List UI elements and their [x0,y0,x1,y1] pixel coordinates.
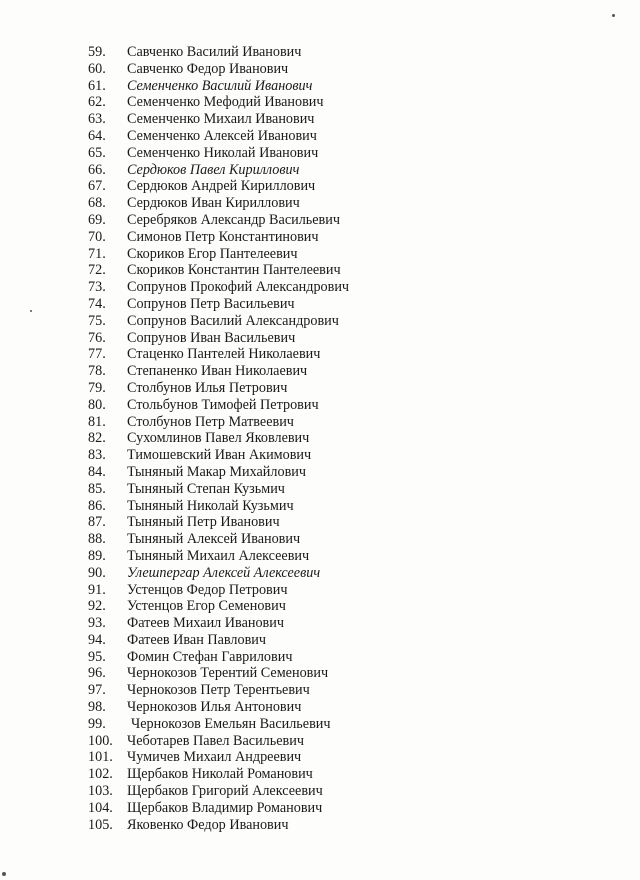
list-item-name: Тыняный Николай Кузьмич [127,497,294,514]
list-item-name: Щербаков Владимир Романович [127,799,323,816]
list-item-number: 95. [88,648,106,665]
list-item-number: 88. [88,531,106,548]
list-item-name: Савченко Василий Иванович [127,44,302,60]
list-item-name: Семенченко Мефодий Иванович [127,94,324,111]
list-item-name: Чернокозов Илья Антонович [127,699,302,716]
list-item-number: 62. [88,94,106,111]
list-item-name: Сопрунов Василий Александрович [127,312,339,329]
list-item-name: Столбунов Петр Матвеевич [127,413,294,430]
list-item-name: Стольбунов Тимофей Петрович [127,396,319,413]
list-item-number: 80. [88,396,106,413]
list-item-number: 71. [88,245,106,262]
list-item-name: Тыняный Алексей Иванович [127,531,301,548]
list-item-number: 70. [88,228,106,245]
list-item-name: Семенченко Михаил Иванович [127,111,315,128]
list-item-name: Тыняный Петр Иванович [127,514,280,531]
list-item-name: Симонов Петр Константинович [127,228,319,245]
list-item-number: 74. [88,295,106,312]
list-item-name: Щербаков Григорий Алексеевич [127,783,323,800]
list-item-name: Улешпергар Алексей Алексеевич [127,564,321,581]
list-item-number: 94. [88,631,106,648]
list-item-name: Скориков Константин Пантелеевич [127,262,341,279]
list-item-number: 96. [88,665,106,682]
list-item-name: Сухомлинов Павел Яковлевич [127,430,310,447]
list-item-name: Чумичев Михаил Андреевич [127,749,302,766]
list-item-name: Фомин Стефан Гаврилович [127,648,293,665]
list-item-number: 89. [88,547,106,564]
scan-speck [30,310,32,312]
list-item-number: 84. [88,463,106,480]
list-item-number: 69. [88,211,106,228]
list-item-name: Чеботарев Павел Васильевич [127,732,304,749]
list-item-number: 59. [88,44,106,60]
list-item-name: Сердюков Иван Кириллович [127,195,300,212]
list-item-name: Устенцов Федор Петрович [127,581,288,598]
scan-speck [612,14,615,17]
list-item-name: Щербаков Николай Романович [127,766,313,783]
list-item-number: 77. [88,346,106,363]
list-item-number: 83. [88,447,106,464]
list-item-name: Устенцов Егор Семенович [127,598,286,615]
list-item-name: Серебряков Александр Васильевич [127,211,340,228]
list-item-number: 99. [88,715,106,732]
list-item-number: 100. [88,732,113,749]
list-item-name: Фатеев Михаил Иванович [127,615,284,632]
list-item-name: Тыняный Михаил Алексеевич [127,547,310,564]
list-item-name: Семенченко Василий Иванович [127,77,313,94]
list-item-name: Столбунов Илья Петрович [127,379,288,396]
list-item-name: Степаненко Иван Николаевич [127,363,308,380]
list-item-number: 93. [88,615,106,632]
list-item-number: 92. [88,598,106,615]
list-item-number: 75. [88,312,106,329]
list-item-number: 98. [88,699,106,716]
list-item-number: 101. [88,749,113,766]
list-item-name: Сопрунов Петр Васильевич [127,295,295,312]
list-item-number: 76. [88,329,106,346]
list-item-name: Семенченко Алексей Иванович [127,127,317,144]
list-item-number: 85. [88,480,106,497]
list-item-number: 67. [88,178,106,195]
list-item-name: Фатеев Иван Павлович [127,631,267,648]
list-item-number: 65. [88,144,106,161]
list-item-number: 73. [88,279,106,296]
list-item-name: Скориков Егор Пантелеевич [127,245,298,262]
list-item-name: Чернокозов Петр Терентьевич [127,682,310,699]
scan-speck [2,872,6,876]
list-item-name: Сердюков Павел Кириллович [127,161,300,178]
list-item-number: 103. [88,783,113,800]
list-item-number: 72. [88,262,106,279]
list-item-number: 90. [88,564,106,581]
list-item-name: Тыняный Степан Кузьмич [127,480,285,497]
list-item-number: 78. [88,363,106,380]
list-item-name: Сердюков Андрей Кириллович [127,178,316,195]
list-item-number: 61. [88,77,106,94]
list-item-name: Стаценко Пантелей Николаевич [127,346,321,363]
list-item-name: Сопрунов Прокофий Александрович [127,279,350,296]
list-item-number: 60. [88,60,106,77]
list-item-number: 68. [88,195,106,212]
list-item-name: Чернокозов Емельян Васильевич [131,715,331,732]
list-item-number: 105. [88,816,113,833]
list-item-name: Чернокозов Терентий Семенович [127,665,329,682]
list-item-number: 64. [88,127,106,144]
list-item-number: 86. [88,497,106,514]
list-item-name: Тыняный Макар Михайлович [127,463,307,480]
list-item-number: 81. [88,413,106,430]
list-item-number: 66. [88,161,106,178]
list-item-number: 104. [88,799,113,816]
list-item-number: 102. [88,766,113,783]
list-item-number: 82. [88,430,106,447]
list-item-name: Тимошевский Иван Акимович [127,447,312,464]
list-item-number: 97. [88,682,106,699]
list-item-number: 87. [88,514,106,531]
list-item-name: Семенченко Николай Иванович [127,144,319,161]
list-item-number: 91. [88,581,106,598]
list-item-name: Савченко Федор Иванович [127,60,289,77]
list-item-number: 79. [88,379,106,396]
list-item-number: 63. [88,111,106,128]
list-item-name: Сопрунов Иван Васильевич [127,329,296,346]
list-item-name: Яковенко Федор Иванович [127,816,289,833]
